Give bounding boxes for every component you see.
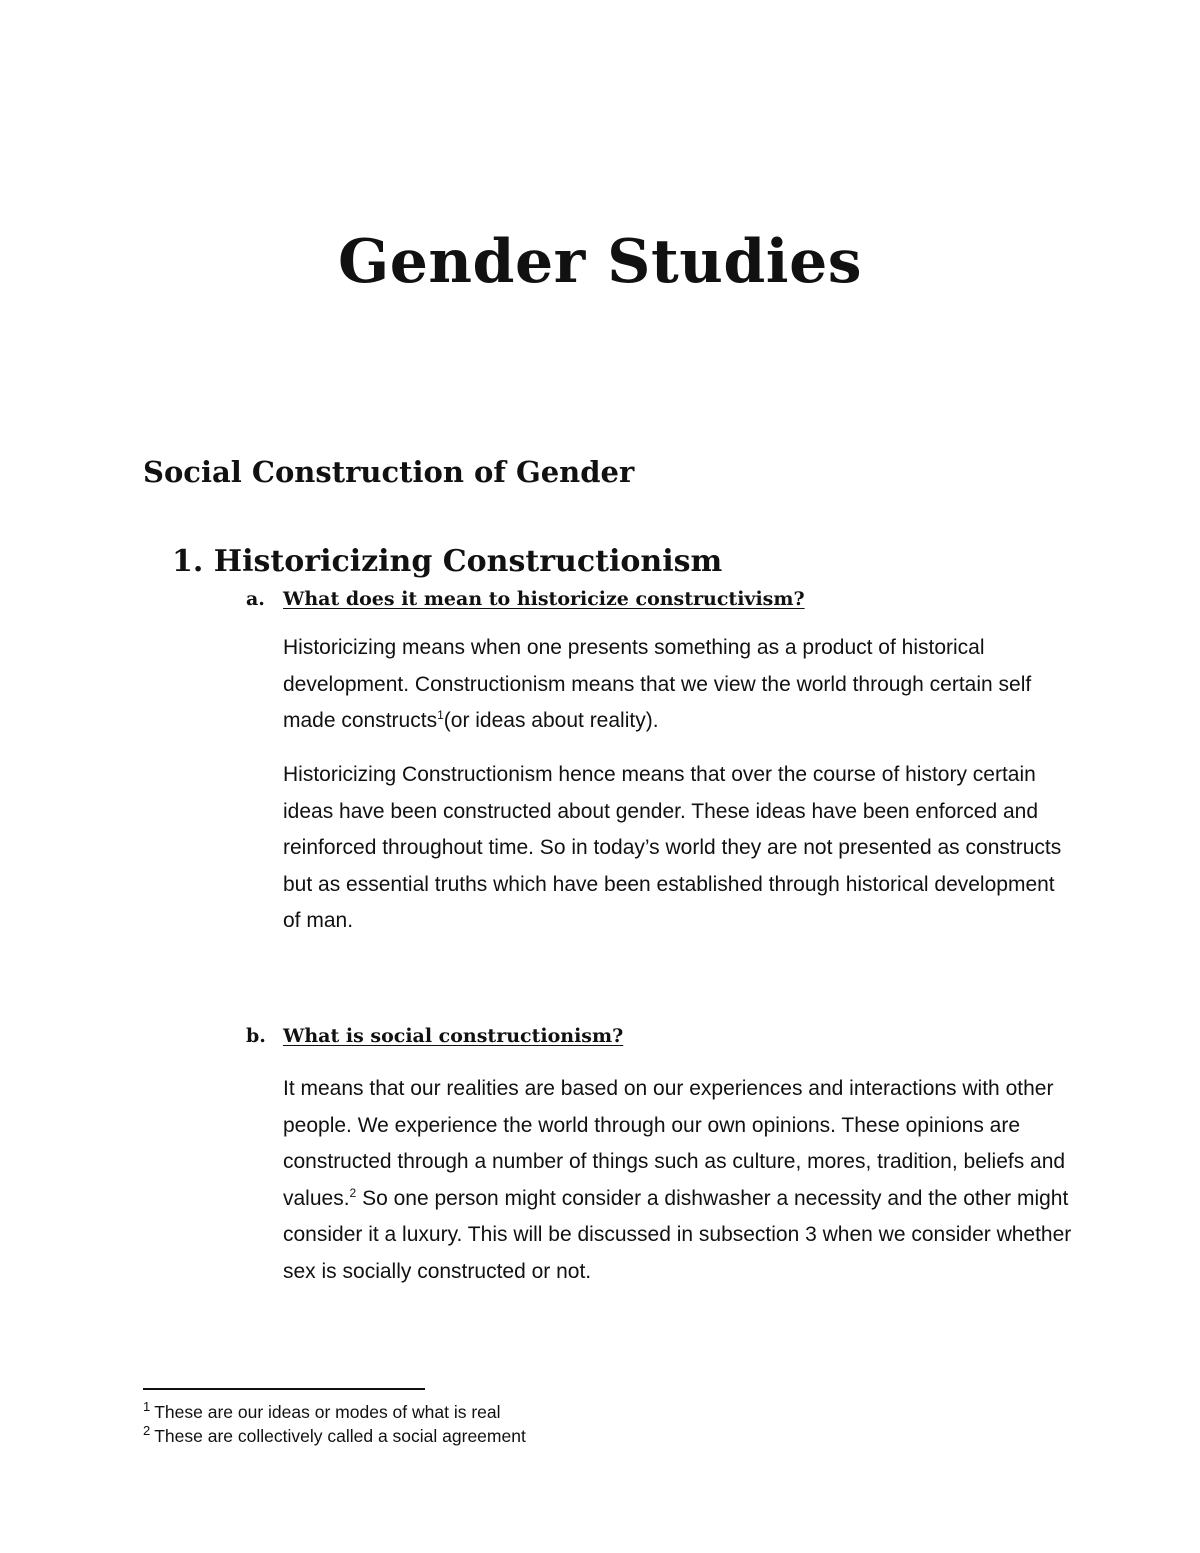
question-a-letter: a. — [246, 588, 265, 610]
question-b-text: What is social constructionism? — [283, 1025, 624, 1047]
footnote-1-number: 1 — [143, 1399, 151, 1415]
answer-b-paragraph-1 — [283, 1071, 1073, 1290]
answer-a-paragraph-2: Historicizing Constructionism hence means that over the course of history certain ideas have been constructed about gender. These ideas have been enforced and reinforced throughout time. So in today’s world they are not presented as constructs but as essential truths which have been established through historical development of man. — [283, 763, 1062, 932]
answer-a-paragraph-1-tail: (or ideas about reality). — [443, 709, 659, 732]
footnote-2-number: 2 — [143, 1423, 151, 1439]
section-heading: Social Construction of Gender — [143, 455, 635, 489]
footnote-ref-1: 1 — [437, 708, 444, 722]
footnote-separator — [143, 1388, 425, 1390]
document-title: Gender Studies — [337, 227, 863, 297]
footnote-1 — [143, 1400, 501, 1424]
footnote-2 — [143, 1424, 526, 1448]
question-b-letter: b. — [246, 1025, 266, 1047]
answer-a-paragraph-1 — [283, 630, 1073, 740]
answer-b-paragraph-1-text: It means that our realities are based on our experiences and interactions with other people. We experience the world through our own opinions. These opinions are constructed through a number of things such as culture, mores, tradition, beliefs and values. — [283, 1077, 1066, 1210]
footnote-ref-2: 2 — [349, 1185, 357, 1200]
answer-a-paragraph-1-text: Historicizing means when one presents something as a product of historical development. Constructionism means that we view the world through certain self made constructs — [283, 636, 1032, 732]
answer-b-paragraph-1-tail: So one person might consider a dishwasher a necessity and the other might consider it a luxury. This will be discussed in subsection 3 when we consider whether sex is socially constructed or not. — [283, 1186, 1072, 1283]
footnote-2-text: These are collectively called a social agreement — [154, 1426, 526, 1446]
question-a-text: What does it mean to historicize constructivism? — [283, 588, 805, 610]
subsection-heading: 1. Historicizing Constructionism — [172, 544, 723, 579]
footnote-1-text: These are our ideas or modes of what is real — [154, 1402, 501, 1422]
